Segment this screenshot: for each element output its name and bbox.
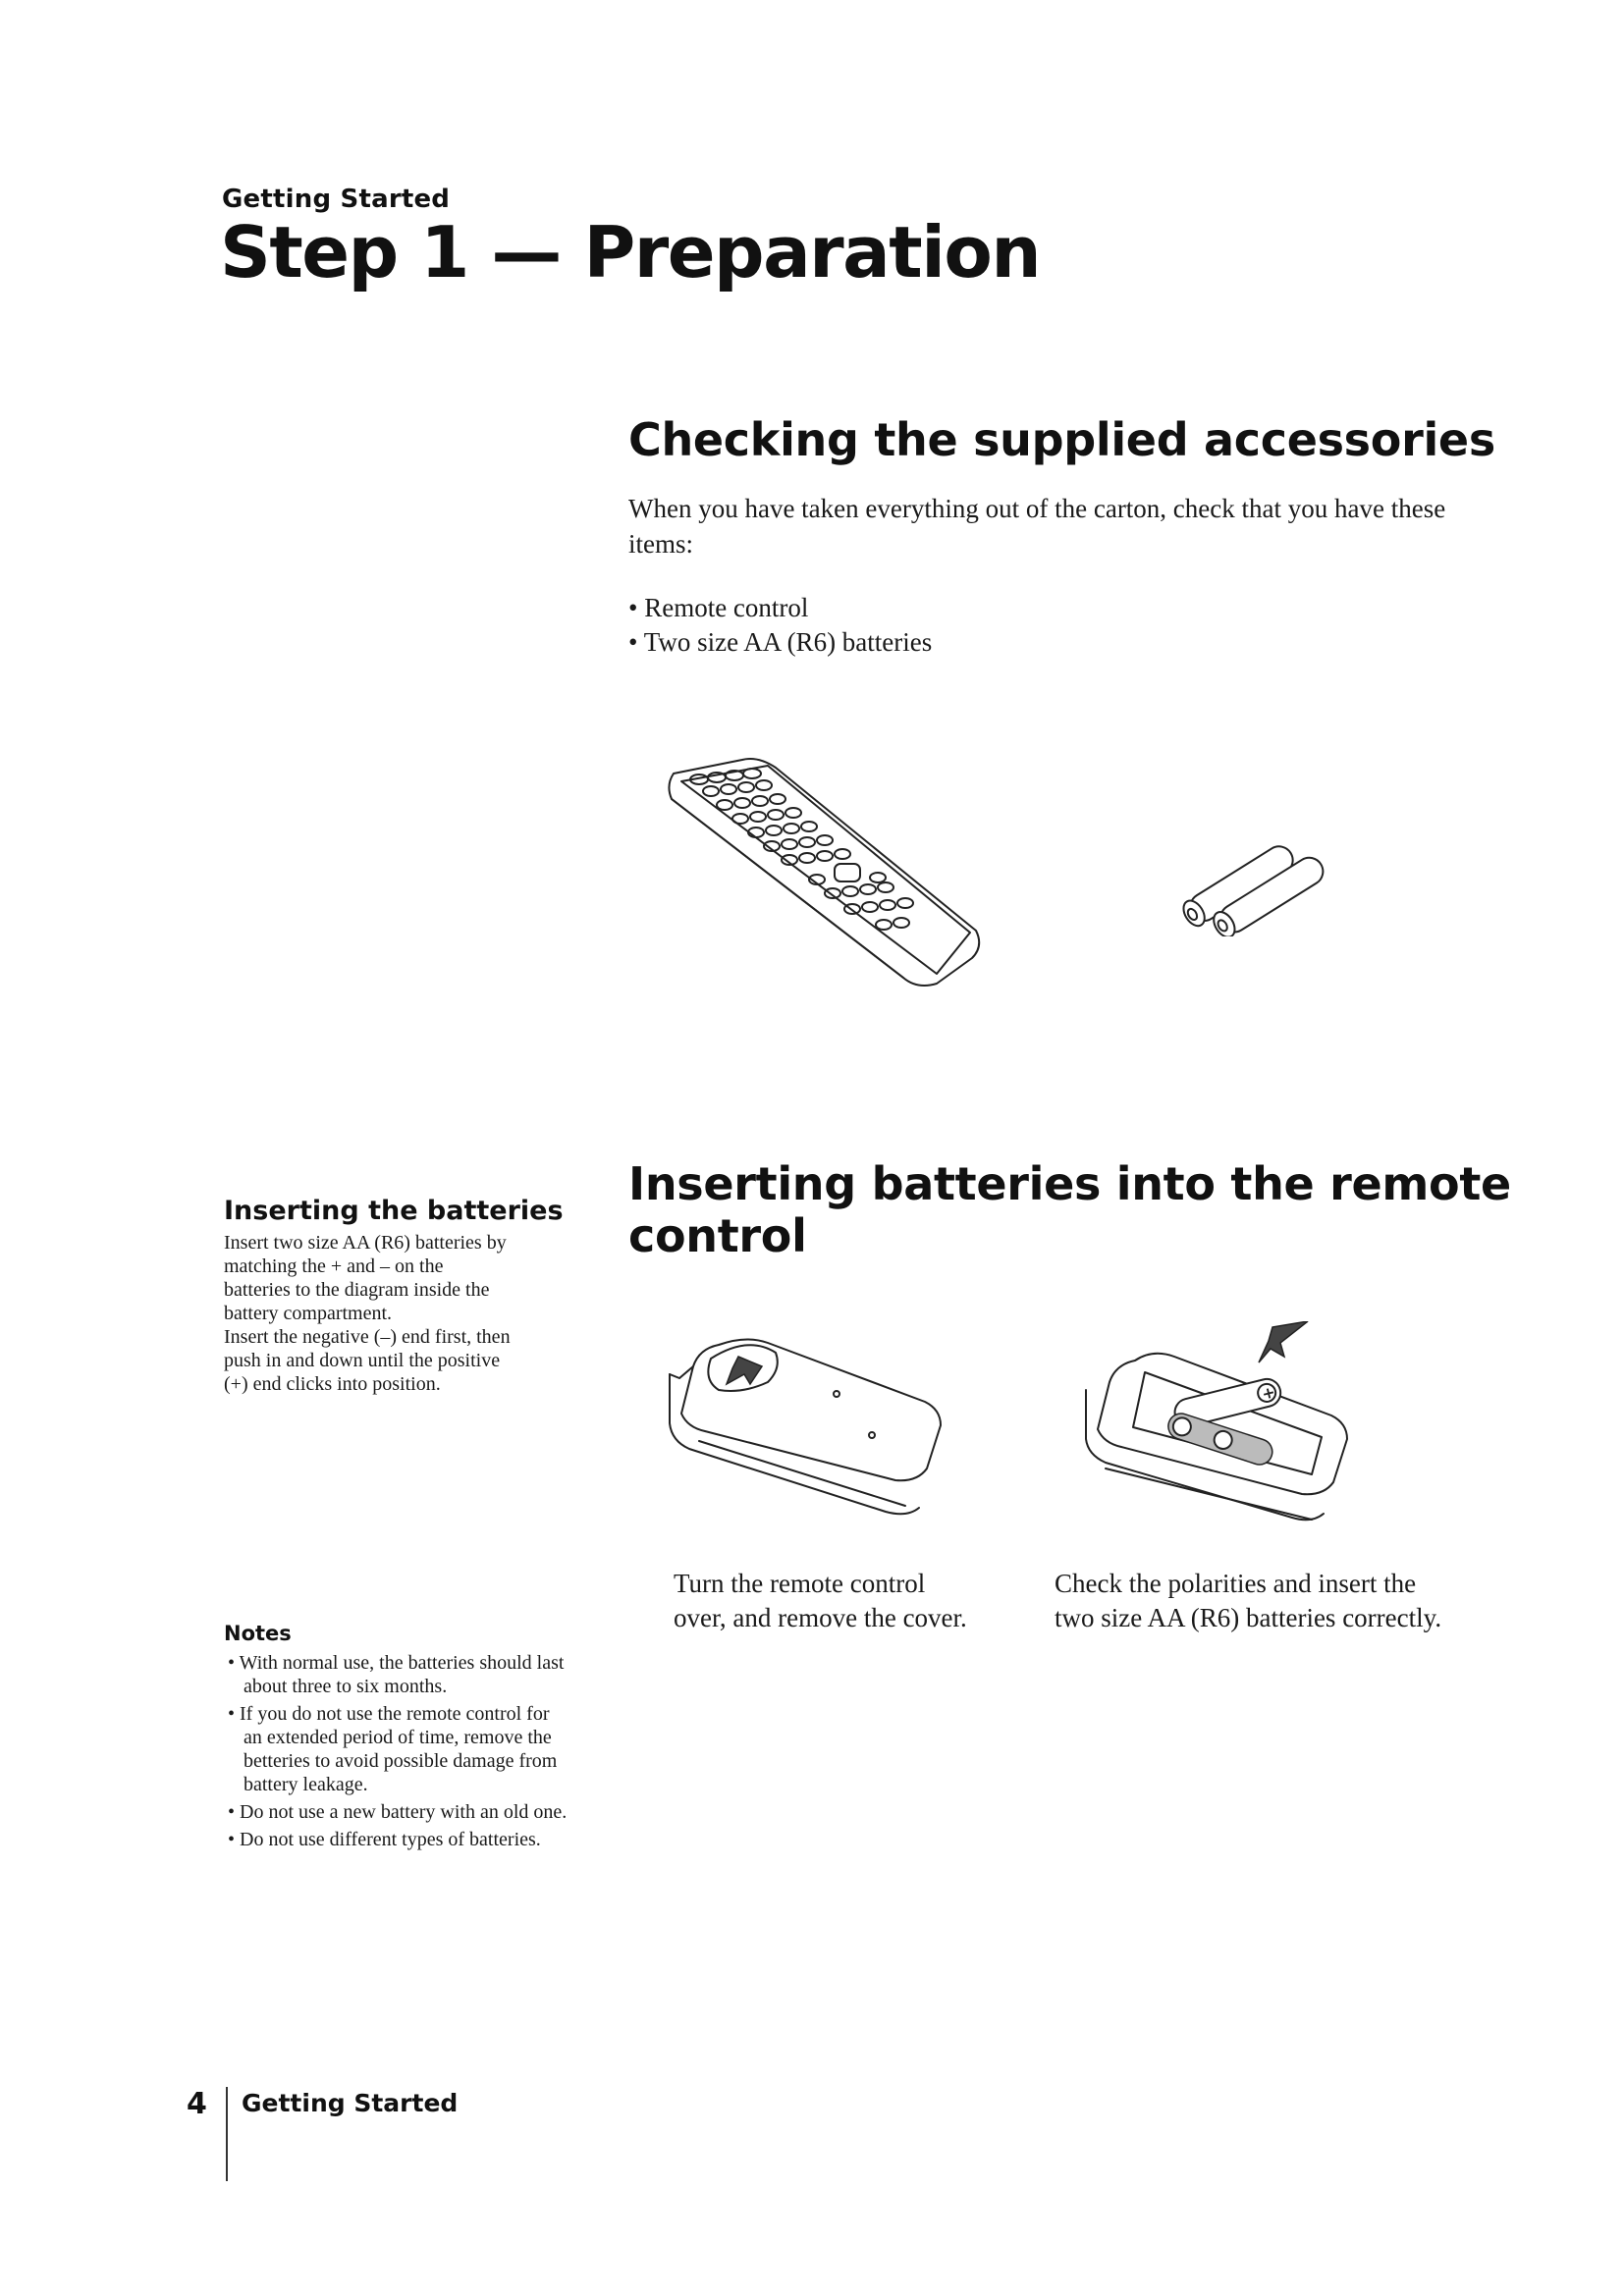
remove-cover-illustration [660,1315,954,1522]
accessories-intro: When you have taken everything out of the carton, check that you have these items: [628,494,1446,559]
page-number: 4 [187,2087,207,2121]
svg-text:+: + [1260,1382,1277,1404]
caption-line: Turn the remote control [674,1569,926,1598]
list-item: • Do not use different types of batteries. [224,1828,568,1851]
remote-control-illustration [660,756,1003,1001]
sidebar-line: battery compartment. [224,1303,393,1324]
accessories-list [628,591,932,660]
footer-section: Getting Started [242,2089,459,2117]
list-item: • If you do not use the remote control for an extended period of time, remove the betteries to avoid possible damage from battery leakage. [224,1702,568,1796]
list-item: • With normal use, the batteries should last about three to six months. [224,1651,568,1698]
footer-divider [226,2087,228,2181]
batteries-heading-line: Inserting batteries into the remote [628,1157,1511,1210]
batteries-illustration [1174,838,1341,936]
list-item: • Two size AA (R6) batteries [628,625,932,660]
page-title: Step 1 — Preparation [220,211,1041,294]
caption-line: Check the polarities and insert the [1055,1569,1417,1598]
down-arrow-icon [1259,1321,1308,1362]
sidebar-line: push in and down until the positive [224,1350,501,1371]
inserting-sidebar-heading: Inserting the batteries [224,1196,564,1226]
notes-heading: Notes [224,1622,292,1645]
section-kicker: Getting Started [222,185,451,214]
sidebar-line: Insert two size AA (R6) batteries by [224,1232,507,1254]
sidebar-line: matching the + and – on the [224,1255,444,1277]
caption-line: two size AA (R6) batteries correctly. [1055,1603,1442,1632]
accessories-heading: Checking the supplied accessories [628,413,1495,466]
batteries-heading [628,1158,1512,1262]
list-item: • Remote control [628,591,932,625]
sidebar-line: (+) end clicks into position. [224,1373,441,1395]
insert-batteries-illustration [1076,1321,1361,1527]
caption-insert-batteries [1055,1567,1506,1635]
list-item: • Do not use a new battery with an old one. [224,1800,568,1824]
batteries-heading-line: control [628,1208,807,1262]
inserting-sidebar-text [224,1231,577,1396]
notes-list [224,1651,568,1855]
sidebar-line: Insert the negative (–) end first, then [224,1326,511,1348]
caption-line: over, and remove the cover. [674,1603,967,1632]
caption-remove-cover [674,1567,1027,1635]
sidebar-line: batteries to the diagram inside the [224,1279,490,1301]
